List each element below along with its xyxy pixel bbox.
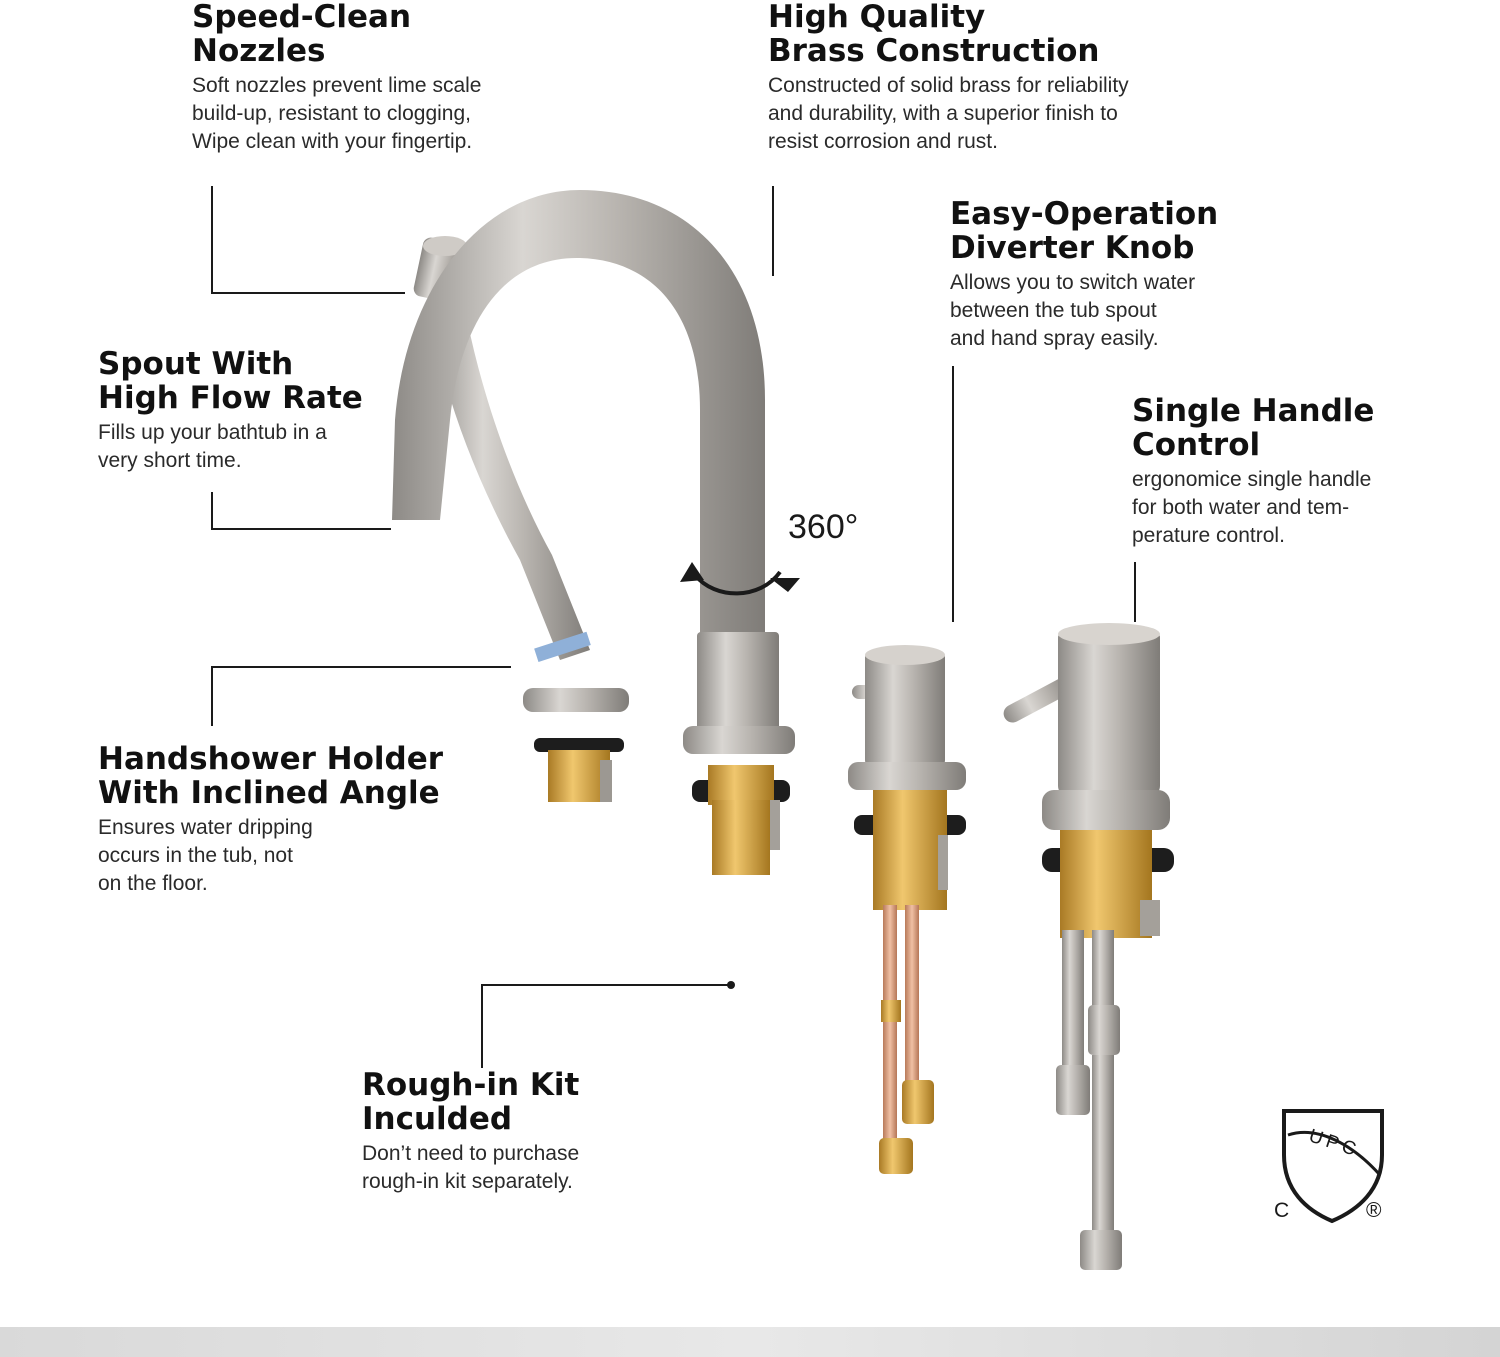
desc-line: Constructed of solid brass for reliability — [768, 74, 1129, 97]
feature-brass — [768, 0, 1129, 156]
feature-nozzles — [192, 0, 481, 156]
cupc-certification-mark — [1268, 1105, 1393, 1230]
desc-line: build-up, resistant to clogging, — [192, 102, 471, 125]
leader-roughin-h — [481, 984, 731, 986]
desc-line: Ensures water dripping — [98, 816, 313, 839]
feature-title: Brass Construction — [768, 33, 1100, 69]
feature-handle — [1132, 394, 1374, 550]
single-handle-valve — [1000, 623, 1174, 1270]
feature-title: Diverter Knob — [950, 230, 1195, 266]
desc-line: Wipe clean with your fingertip. — [192, 130, 473, 153]
leader-roughin-v — [481, 984, 483, 1068]
feature-spout — [98, 347, 363, 475]
feature-desc — [98, 814, 443, 898]
leader-diverter — [952, 366, 954, 622]
desc-line: on the floor. — [98, 872, 208, 895]
feature-roughin — [362, 1068, 579, 1196]
feature-title: High Flow Rate — [98, 380, 363, 416]
feature-desc — [950, 269, 1218, 353]
cert-letters: UPC — [1306, 1125, 1363, 1162]
feature-title: Easy-Operation — [950, 196, 1219, 232]
desc-line: between the tub spout — [950, 299, 1157, 322]
desc-line: and hand spray easily. — [950, 327, 1159, 350]
feature-title: Speed-Clean — [192, 0, 412, 35]
feature-diverter — [950, 197, 1218, 353]
desc-line: ergonomice single handle — [1132, 468, 1372, 491]
feature-title: High Quality — [768, 0, 986, 35]
leader-holder-v — [211, 666, 213, 726]
rotation-label: 360° — [788, 508, 859, 546]
diverter-knob — [848, 645, 966, 1174]
leader-nozzles-h — [211, 292, 405, 294]
feature-title: Inculded — [362, 1101, 513, 1137]
feature-desc — [98, 419, 363, 475]
leader-handle — [1134, 562, 1136, 622]
feature-desc — [1132, 466, 1374, 550]
desc-line: for both water and tem- — [1132, 496, 1350, 519]
leader-spout-v — [211, 492, 213, 530]
bottom-bar — [0, 1327, 1500, 1357]
feature-title: Handshower Holder — [98, 741, 444, 777]
desc-line: Don’t need to purchase — [362, 1142, 580, 1165]
feature-title: Single Handle — [1132, 393, 1375, 429]
desc-line: resist corrosion and rust. — [768, 130, 998, 153]
registered-mark: ® — [1366, 1199, 1382, 1222]
desc-line: and durability, with a superior finish to — [768, 102, 1118, 125]
feature-holder — [98, 742, 443, 898]
desc-line: occurs in the tub, not — [98, 844, 293, 867]
leader-spout-h — [211, 528, 391, 530]
desc-line: Fills up your bathtub in a — [98, 421, 327, 444]
desc-line: Allows you to switch water — [950, 271, 1196, 294]
feature-title: Nozzles — [192, 33, 326, 69]
feature-title: Rough-in Kit — [362, 1067, 580, 1103]
cert-c-letter: C — [1274, 1199, 1290, 1222]
leader-nozzles-v — [211, 186, 213, 294]
desc-line: very short time. — [98, 449, 242, 472]
feature-desc — [192, 72, 481, 156]
feature-desc — [362, 1140, 579, 1196]
desc-line: rough-in kit separately. — [362, 1170, 573, 1193]
desc-line: Soft nozzles prevent lime scale — [192, 74, 482, 97]
feature-title: Spout With — [98, 346, 294, 382]
feature-title: Control — [1132, 427, 1261, 463]
feature-desc — [768, 72, 1129, 156]
desc-line: perature control. — [1132, 524, 1285, 547]
feature-title: With Inclined Angle — [98, 775, 440, 811]
leader-brass — [772, 186, 774, 276]
leader-holder-h — [211, 666, 511, 668]
